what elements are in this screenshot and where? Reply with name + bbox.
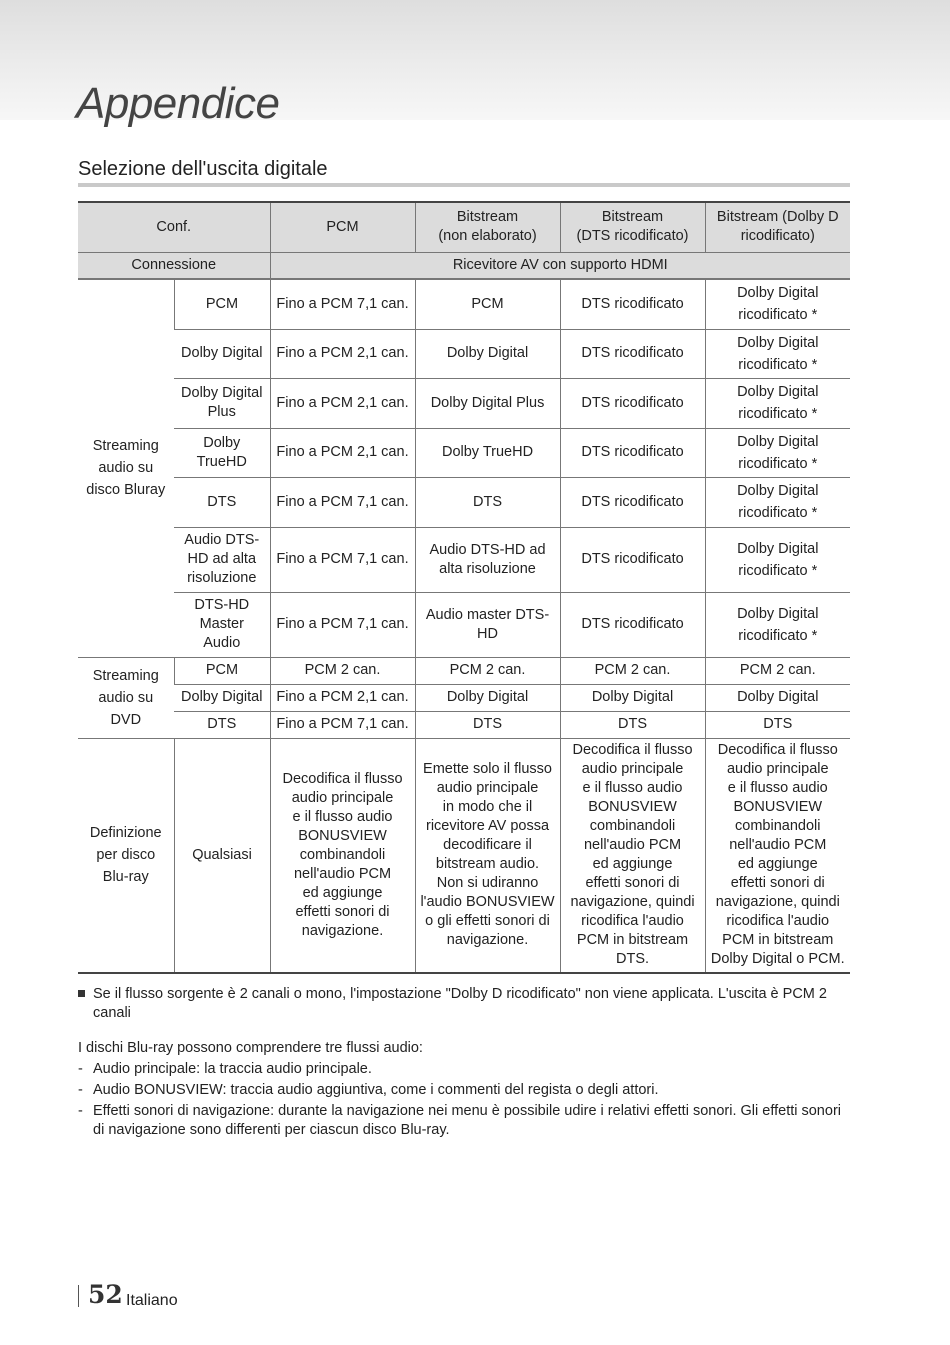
source-cell: PCM bbox=[174, 279, 270, 329]
header-pcm: PCM bbox=[270, 202, 415, 252]
pcm-output-cell: Fino a PCM 7,1 can. bbox=[270, 711, 415, 738]
bitstream-dolby-output-cell: Dolby Digital bbox=[705, 684, 850, 711]
bitstream-dolby-output-cell: Dolby Digital ricodificato * bbox=[705, 378, 850, 428]
bitstream-raw-output-cell: Audio DTS-HD ad alta risoluzione bbox=[415, 527, 560, 592]
streaming-bluray-label: Streaming audio su disco Bluray bbox=[78, 279, 174, 657]
list-marker: - bbox=[78, 1103, 83, 1119]
bitstream-raw-output-cell: Dolby Digital bbox=[415, 684, 560, 711]
source-cell: DTS bbox=[174, 477, 270, 527]
table-row bbox=[78, 329, 850, 378]
pcm-output-cell: Fino a PCM 7,1 can. bbox=[270, 477, 415, 527]
bluray-definition-label: Definizione per disco Blu-ray bbox=[78, 738, 174, 973]
table-header-row bbox=[78, 202, 850, 252]
bitstream-raw-output-cell: Emette solo il flusso audio principale in modo che il ricevitore AV possa decodificare il bitstream audio. Non si udiranno l'audio BONUSVIEW o gli effetti sonori di navigazione. bbox=[415, 738, 560, 973]
note-bullet-icon bbox=[78, 990, 85, 997]
pcm-output-cell: PCM 2 can. bbox=[270, 657, 415, 684]
table-row bbox=[78, 738, 850, 973]
bitstream-raw-output-cell: PCM 2 can. bbox=[415, 657, 560, 684]
list-item: - Effetti sonori di navigazione: durante la navigazione nei menu è possibile udire i relativi effetti sonori. Gli effetti sonori di navigazione sono differenti per ciascun disco Blu-ray. bbox=[78, 1103, 841, 1138]
bitstream-dts-output-cell: DTS ricodificato bbox=[560, 592, 705, 657]
bitstream-raw-output-cell: Audio master DTS- HD bbox=[415, 592, 560, 657]
source-cell: Qualsiasi bbox=[174, 738, 270, 973]
bitstream-raw-output-cell: PCM bbox=[415, 279, 560, 329]
bitstream-dts-output-cell: DTS ricodificato bbox=[560, 279, 705, 329]
bitstream-dts-output-cell: DTS ricodificato bbox=[560, 477, 705, 527]
pcm-output-cell: Fino a PCM 2,1 can. bbox=[270, 684, 415, 711]
list-marker: - bbox=[78, 1082, 83, 1098]
list-item: - Audio principale: la traccia audio principale. bbox=[78, 1061, 372, 1077]
table-row bbox=[78, 477, 850, 527]
table-row bbox=[78, 279, 850, 329]
bitstream-dolby-output-cell: Dolby Digital ricodificato * bbox=[705, 477, 850, 527]
pcm-output-cell: Fino a PCM 7,1 can. bbox=[270, 279, 415, 329]
pcm-output-cell: Fino a PCM 7,1 can. bbox=[270, 592, 415, 657]
bitstream-dts-output-cell: DTS ricodificato bbox=[560, 428, 705, 477]
bitstream-dolby-output-cell: Dolby Digital ricodificato * bbox=[705, 428, 850, 477]
table-row bbox=[78, 527, 850, 592]
bitstream-dts-output-cell: Decodifica il flusso audio principale e il flusso audio BONUSVIEW combinandoli nell'audio PCM ed aggiunge effetti sonori di navigazione, quindi ricodifica l'audio PCM in bitstream DTS. bbox=[560, 738, 705, 973]
source-cell: PCM bbox=[174, 657, 270, 684]
bitstream-dolby-output-cell: DTS bbox=[705, 711, 850, 738]
pcm-output-cell: Fino a PCM 2,1 can. bbox=[270, 378, 415, 428]
header-bitstream-raw: Bitstream (non elaborato) bbox=[415, 202, 560, 252]
bitstream-dts-output-cell: DTS bbox=[560, 711, 705, 738]
page-language: Italiano bbox=[126, 1292, 178, 1309]
bitstream-dolby-output-cell: Dolby Digital ricodificato * bbox=[705, 329, 850, 378]
bitstream-dolby-output-cell: Dolby Digital ricodificato * bbox=[705, 279, 850, 329]
source-cell: Audio DTS- HD ad alta risoluzione bbox=[174, 527, 270, 592]
source-cell: Dolby TrueHD bbox=[174, 428, 270, 477]
connection-row bbox=[78, 252, 850, 279]
table-row bbox=[78, 592, 850, 657]
intro-text: I dischi Blu-ray possono comprendere tre flussi audio: bbox=[78, 1040, 423, 1056]
bitstream-raw-output-cell: Dolby TrueHD bbox=[415, 428, 560, 477]
table-row bbox=[78, 378, 850, 428]
header-conf: Conf. bbox=[78, 202, 270, 252]
bitstream-dts-output-cell: DTS ricodificato bbox=[560, 329, 705, 378]
source-cell: DTS-HD Master Audio bbox=[174, 592, 270, 657]
pcm-output-cell: Decodifica il flusso audio principale e il flusso audio BONUSVIEW combinandoli nell'audio PCM ed aggiunge effetti sonori di navigazione. bbox=[270, 738, 415, 973]
bitstream-dolby-output-cell: Decodifica il flusso audio principale e il flusso audio BONUSVIEW combinandoli nell'audio PCM ed aggiunge effetti sonori di navigazione, quindi ricodifica l'audio PCM in bitstream Dolby Digital o PCM. bbox=[705, 738, 850, 973]
digital-output-table bbox=[78, 201, 850, 974]
bitstream-dolby-output-cell: Dolby Digital ricodificato * bbox=[705, 527, 850, 592]
source-cell: Dolby Digital Plus bbox=[174, 378, 270, 428]
footer-divider bbox=[78, 1285, 79, 1307]
bitstream-raw-output-cell: Dolby Digital bbox=[415, 329, 560, 378]
note-text: Se il flusso sorgente è 2 canali o mono, l'impostazione "Dolby D ricodificato" non viene applicata. L'uscita è PCM 2 canali bbox=[93, 986, 827, 1021]
bitstream-dts-output-cell: DTS ricodificato bbox=[560, 378, 705, 428]
bitstream-dolby-output-cell: PCM 2 can. bbox=[705, 657, 850, 684]
pcm-output-cell: Fino a PCM 7,1 can. bbox=[270, 527, 415, 592]
chapter-title: Appendice bbox=[76, 79, 280, 128]
audio-stream-list bbox=[78, 1060, 850, 1142]
note bbox=[78, 985, 850, 1023]
table-row bbox=[78, 684, 850, 711]
bitstream-dolby-output-cell: Dolby Digital ricodificato * bbox=[705, 592, 850, 657]
connection-value: Ricevitore AV con supporto HDMI bbox=[270, 252, 850, 279]
bitstream-dts-output-cell: DTS ricodificato bbox=[560, 527, 705, 592]
table-row bbox=[78, 657, 850, 684]
list-marker: - bbox=[78, 1061, 83, 1077]
header-bitstream-dts: Bitstream (DTS ricodificato) bbox=[560, 202, 705, 252]
pcm-output-cell: Fino a PCM 2,1 can. bbox=[270, 428, 415, 477]
section-divider bbox=[78, 183, 850, 187]
source-cell: Dolby Digital bbox=[174, 684, 270, 711]
bitstream-raw-output-cell: DTS bbox=[415, 477, 560, 527]
connection-label: Connessione bbox=[78, 252, 270, 279]
table-row bbox=[78, 428, 850, 477]
header-bitstream-dolby: Bitstream (Dolby D ricodificato) bbox=[705, 202, 850, 252]
table-row bbox=[78, 711, 850, 738]
source-cell: Dolby Digital bbox=[174, 329, 270, 378]
streaming-dvd-label: Streaming audio su DVD bbox=[78, 657, 174, 738]
section-title: Selezione dell'uscita digitale bbox=[78, 158, 328, 180]
page-number: 52 bbox=[88, 1280, 123, 1309]
list-item: - Audio BONUSVIEW: traccia audio aggiuntiva, come i commenti del regista o degli attori. bbox=[78, 1082, 659, 1098]
bitstream-dts-output-cell: Dolby Digital bbox=[560, 684, 705, 711]
pcm-output-cell: Fino a PCM 2,1 can. bbox=[270, 329, 415, 378]
bitstream-raw-output-cell: DTS bbox=[415, 711, 560, 738]
source-cell: DTS bbox=[174, 711, 270, 738]
bitstream-dts-output-cell: PCM 2 can. bbox=[560, 657, 705, 684]
bitstream-raw-output-cell: Dolby Digital Plus bbox=[415, 378, 560, 428]
